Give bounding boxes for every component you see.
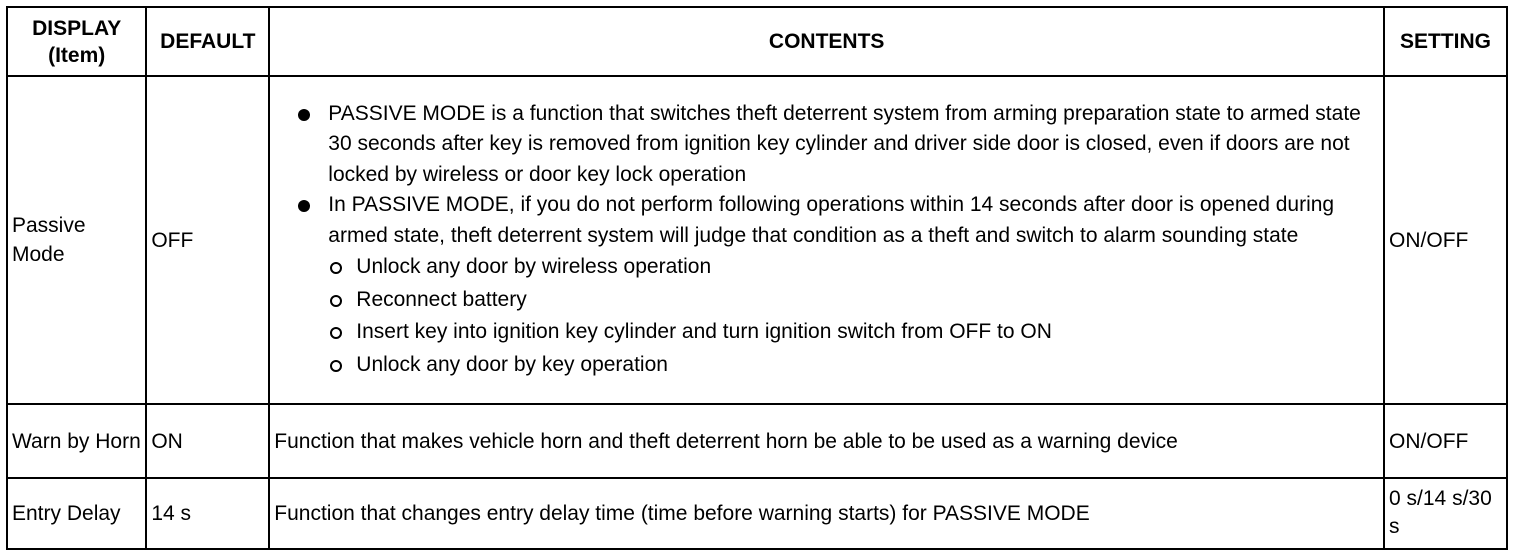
- table-row: [7, 478, 1507, 549]
- default-cell: OFF: [146, 76, 269, 404]
- hollow-bullet-icon: [330, 327, 342, 339]
- bullet-list: [274, 99, 1379, 252]
- bullet-text: In PASSIVE MODE, if you do not perform following operations within 14 seconds after door is opened during armed state, theft deterrent system will judge that condition as a theft and switch to alarm sounding state: [328, 193, 1335, 247]
- settings-table: [6, 6, 1508, 550]
- table-row: [7, 404, 1507, 477]
- bullet-item: [294, 99, 1379, 191]
- header-setting: SETTING: [1384, 7, 1507, 76]
- filled-bullet-icon: [298, 200, 310, 212]
- sub-item-text: Unlock any door by key operation: [356, 352, 668, 376]
- setting-cell: ON/OFF: [1384, 76, 1507, 404]
- hollow-bullet-icon: [330, 295, 342, 307]
- sub-item-list: [274, 251, 1379, 381]
- hollow-bullet-icon: [330, 360, 342, 372]
- filled-bullet-icon: [298, 109, 310, 121]
- sub-item-text: Reconnect battery: [356, 287, 527, 311]
- display-cell: Passive Mode: [7, 76, 146, 404]
- hollow-bullet-icon: [330, 262, 342, 274]
- sub-item-text: Insert key into ignition key cylinder and turn ignition switch from OFF to ON: [356, 320, 1052, 344]
- contents-cell: Function that changes entry delay time (time before warning starts) for PASSIVE MODE: [269, 478, 1384, 549]
- table-header-row: [7, 7, 1507, 76]
- sub-item-text: Unlock any door by wireless operation: [356, 255, 712, 279]
- setting-cell: 0 s/14 s/30 s: [1384, 478, 1507, 549]
- sub-list-item: [324, 349, 1379, 382]
- contents-cell: Function that makes vehicle horn and theft deterrent horn be able to be used as a warning device: [269, 404, 1384, 477]
- default-cell: 14 s: [146, 478, 269, 549]
- default-cell: ON: [146, 404, 269, 477]
- header-display-line2: (Item): [48, 43, 106, 67]
- bullet-text: PASSIVE MODE is a function that switches theft deterrent system from arming preparation state to armed state 30 seconds after key is removed from ignition key cylinder and driver side door is closed, even if doors are not locked by wireless or door key lock operation: [328, 101, 1361, 186]
- header-display-line1: DISPLAY: [32, 16, 122, 40]
- sub-list-item: [324, 251, 1379, 284]
- table-row: [7, 76, 1507, 404]
- bullet-item: [294, 190, 1379, 251]
- display-cell: Warn by Horn: [7, 404, 146, 477]
- sub-list-item: [324, 316, 1379, 349]
- display-cell: Entry Delay: [7, 478, 146, 549]
- header-default: DEFAULT: [146, 7, 269, 76]
- header-contents: CONTENTS: [269, 7, 1384, 76]
- setting-cell: ON/OFF: [1384, 404, 1507, 477]
- header-display: [7, 7, 146, 76]
- contents-cell: [269, 76, 1384, 404]
- sub-list-item: [324, 284, 1379, 317]
